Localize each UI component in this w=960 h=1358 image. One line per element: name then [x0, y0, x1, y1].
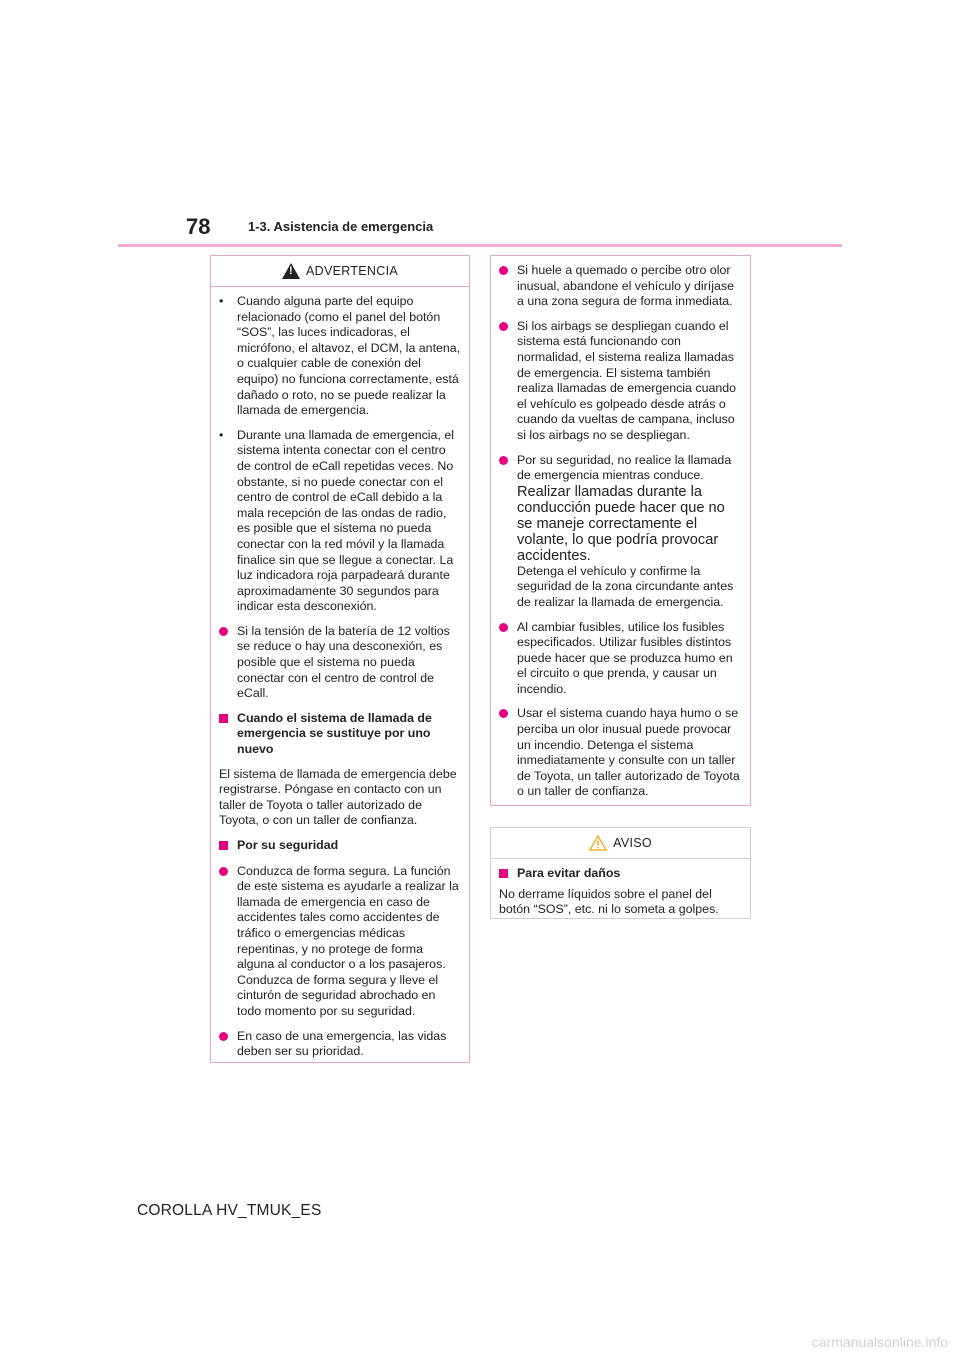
caution-triangle-icon	[589, 835, 607, 851]
list-item: Si huele a quemado o percibe otro olor inusual, abandone el vehículo y diríjase a una zona segura de forma inmediata.	[499, 263, 742, 310]
square-bullet-icon	[219, 714, 228, 723]
watermark: carmanualsonline.info	[811, 1334, 948, 1350]
circle-bullet-icon	[499, 709, 508, 718]
list-item: Por su seguridad, no realice la llamada de emergencia mientras conduce. Realizar llamadas durante la conducción puede hacer que no se maneje correctamente el volante, lo que podría provocar accidentes. Detenga el vehículo y confirme la seguridad de la zona circundante antes de realizar la llamada de emergencia.	[499, 453, 742, 611]
notice-title: AVISO	[613, 836, 652, 850]
header-rule	[118, 244, 842, 247]
footer-model: COROLLA HV_TMUK_ES	[137, 1202, 322, 1219]
paragraph: El sistema de llamada de emergencia debe registrarse. Póngase en contacto con un taller de Toyota o taller autorizado de Toyota, o con un taller de confianza.	[219, 766, 457, 828]
paragraph: No derrame líquidos sobre el panel del botón “SOS”, etc. ni lo someta a golpes.	[499, 886, 719, 917]
list-item: • Durante una llamada de emergencia, el sistema intenta conectar con el centro de control de eCall repetidas veces. No obstante, si no puede conectar con el centro de control de eCall debido a la mala recepción de las ondas de radio, es posible que el sistema no pueda conectar con la red móvil y la llamada finalice sin que se llegue a conectar. La luz indicadora roja parpadeará durante aproximadamente 30 segundos para indicar esta desconexión.	[219, 427, 454, 614]
subheading: Cuando el sistema de llamada de emergencia se sustituye por uno nuevo	[219, 711, 461, 758]
square-bullet-icon	[219, 841, 228, 850]
circle-bullet-icon	[499, 266, 508, 275]
circle-bullet-icon	[219, 1032, 228, 1041]
warning-header	[211, 256, 469, 287]
warning-triangle-icon	[282, 263, 300, 279]
warning-continued-box	[490, 255, 751, 806]
circle-bullet-icon	[219, 867, 228, 876]
square-bullet-icon	[499, 869, 508, 878]
section-title: 1-3. Asistencia de emergencia	[248, 219, 434, 234]
list-item: Si los airbags se despliegan cuando el sistema está funcionando con normalidad, el sistema realiza llamadas de emergencia. El sistema también realiza llamadas de emergencia cuando el vehículo es golpeado desde atrás o cuando da vueltas de campana, incluso si los airbags no se despliegan.	[499, 319, 742, 444]
dash-bullet-icon: •	[219, 427, 224, 442]
warning-box	[210, 255, 470, 1063]
list-item: En caso de una emergencia, las vidas deben ser su prioridad.	[219, 1029, 461, 1060]
dash-bullet-icon: •	[219, 294, 224, 308]
warning-title: ADVERTENCIA	[306, 264, 398, 278]
list-item: Usar el sistema cuando haya humo o se perciba un olor inusual puede provocar un incendio. Detenga el sistema inmediatamente y consulte con un taller de Toyota, un taller autorizado de Toyota o un taller de confianza.	[499, 706, 742, 800]
list-item: Al cambiar fusibles, utilice los fusibles especificados. Utilizar fusibles distintos puede hacer que se produzca humo en el circuito o que prenda, y causar un incendio.	[499, 620, 742, 698]
notice-box	[490, 827, 751, 919]
subheading: Por su seguridad	[219, 838, 461, 855]
circle-bullet-icon	[499, 456, 508, 465]
page-number: 78	[186, 214, 211, 239]
circle-bullet-icon	[219, 627, 228, 636]
list-item: • Cuando alguna parte del equipo relacionado (como el panel del botón “SOS”, las luces indicadoras, el micrófono, el altavoz, el DCM, la antena, o cualquier cable de conexión del equipo) no funciona correctamente, está dañado o roto, no se puede realizar la llamada de emergencia.	[219, 294, 461, 418]
list-item: Si la tensión de la batería de 12 voltios se reduce o hay una desconexión, es posible que el sistema no pueda conectar con el centro de control de eCall.	[219, 624, 461, 702]
circle-bullet-icon	[499, 322, 508, 331]
circle-bullet-icon	[499, 623, 508, 632]
list-item: Conduzca de forma segura. La función de este sistema es ayudarle a realizar la llamada de emergencia en caso de accidentes tales como accidentes de tráfico o emergencias médicas repentinas, y no protege de forma alguna al conductor o a los pasajeros. Conduzca de forma segura y lleve el cinturón de seguridad abrochado en todo momento por su seguridad.	[219, 864, 461, 1020]
notice-header	[491, 828, 750, 859]
subheading: Para evitar daños	[499, 866, 742, 883]
